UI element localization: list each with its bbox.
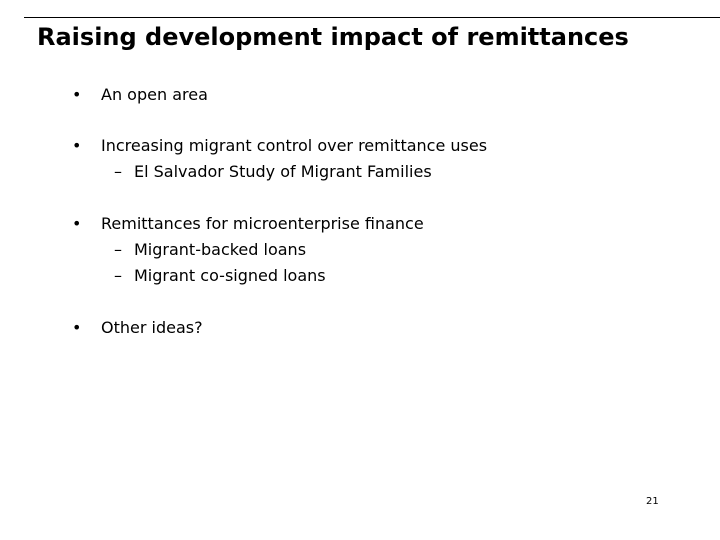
bullet-dot-icon: • [72, 136, 82, 155]
slide-title: Raising development impact of remittances [37, 23, 629, 51]
dash-icon: – [114, 266, 122, 285]
bullet-text: Other ideas? [101, 318, 203, 337]
dash-icon: – [114, 240, 122, 259]
bullet-dot-icon: • [72, 318, 82, 337]
bullet-dot-icon: • [72, 85, 82, 104]
sub-bullet-text: El Salvador Study of Migrant Families [134, 162, 432, 181]
bullet-text: An open area [101, 85, 208, 104]
page-number: 21 [646, 496, 659, 507]
bullet-text: Increasing migrant control over remittance uses [101, 136, 488, 155]
sub-bullet-text: Migrant co-signed loans [134, 266, 326, 285]
bullet-dot-icon: • [72, 214, 82, 233]
bullet-text: Remittances for microenterprise finance [101, 214, 424, 233]
dash-icon: – [114, 162, 122, 181]
sub-bullet-text: Migrant-backed loans [134, 240, 307, 259]
